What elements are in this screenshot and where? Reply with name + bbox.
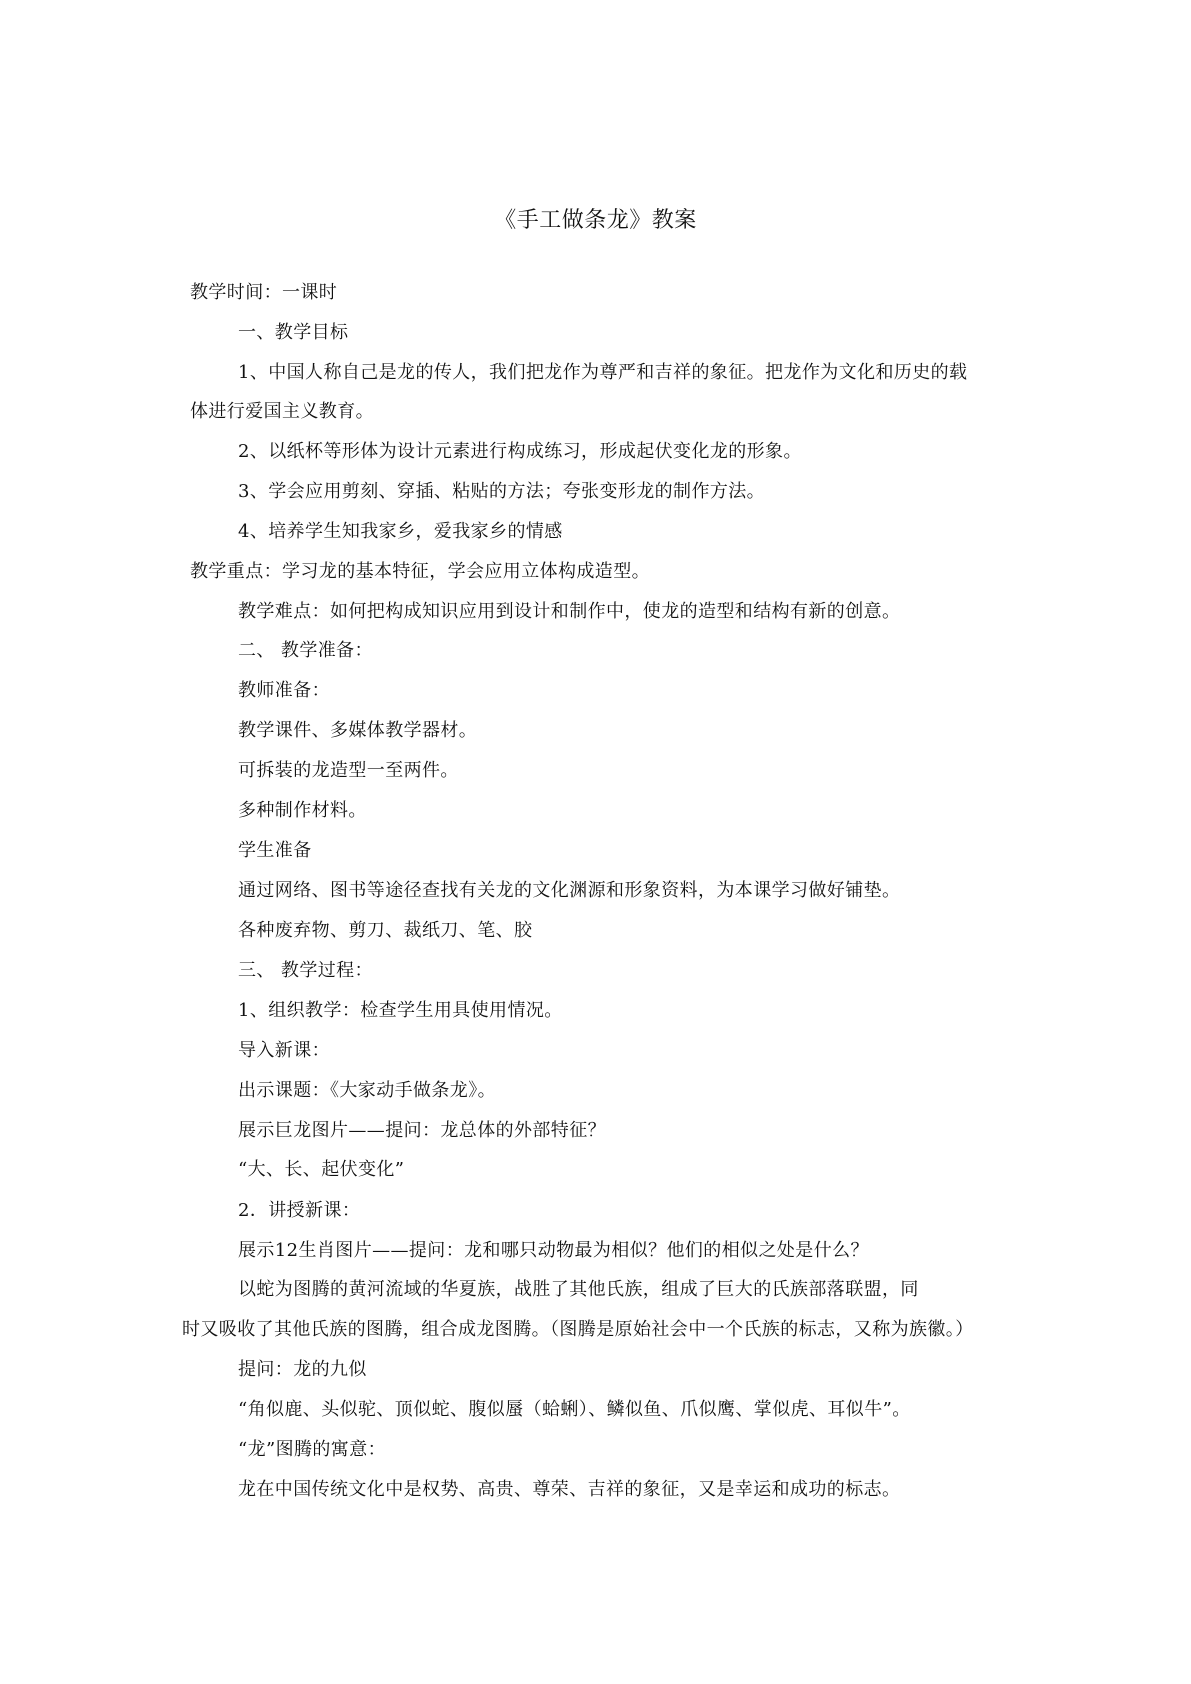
nine-resemblances-quote: “角似鹿、头似驼、顶似蛇、腹似蜃（蛤蜊）、鳞似鱼、爪似鹰、掌似虎、耳似牛”。 [238, 1399, 911, 1420]
objective-4: 4、培养学生知我家乡，爱我家乡的情感 [238, 521, 563, 542]
teacher-preparation-heading: 教师准备： [238, 680, 330, 701]
show-dragon-picture: 展示巨龙图片——提问：龙总体的外部特征？ [238, 1120, 606, 1141]
key-points-line: 教学重点：学习龙的基本特征，学会应用立体构成造型。 [190, 561, 650, 582]
totem-paragraph-line-2: 时又吸收了其他氏族的图腾，组合成龙图腾。（图腾是原始社会中一个氏族的标志，又称为族徽。） [182, 1319, 974, 1340]
document-title: 《手工做条龙》教案 [494, 208, 697, 233]
student-prep-item-1: 通过网络、图书等途径查找有关龙的文化渊源和形象资料，为本课学习做好铺垫。 [238, 880, 901, 901]
show-topic: 出示课题：《大家动手做条龙》。 [238, 1080, 496, 1101]
objective-2: 2、以纸杯等形体为设计元素进行构成练习，形成起伏变化龙的形象。 [238, 441, 802, 462]
objective-1-line-1: 1、中国人称自己是龙的传人，我们把龙作为尊严和吉祥的象征。把龙作为文化和历史的载 [238, 362, 968, 383]
objective-3: 3、学会应用剪刻、穿插、粘贴的方法；夸张变形龙的制作方法。 [238, 481, 766, 502]
process-step-2: 2．讲授新课： [238, 1200, 361, 1221]
student-prep-item-2: 各种废弃物、剪刀、裁纸刀、笔、胶 [238, 920, 533, 941]
difficult-points-line: 教学难点：如何把构成知识应用到设计和制作中，使龙的造型和结构有新的创意。 [238, 601, 901, 622]
student-preparation-heading: 学生准备 [238, 840, 312, 861]
teacher-prep-item-3: 多种制作材料。 [238, 800, 367, 821]
process-step-1: 1、组织教学：检查学生用具使用情况。 [238, 1000, 563, 1021]
totem-meaning-heading: “龙”图腾的寓意： [238, 1439, 387, 1460]
dragon-features-quote: “大、长、起伏变化” [238, 1159, 405, 1180]
zodiac-question: 展示12生肖图片——提问：龙和哪只动物最为相似？他们的相似之处是什么？ [238, 1240, 869, 1261]
intro-new-lesson: 导入新课： [238, 1040, 330, 1061]
section-heading-preparation: 二、 教学准备： [238, 640, 373, 661]
section-heading-objectives: 一、教学目标 [238, 322, 349, 343]
teaching-time-line: 教学时间：一课时 [190, 282, 338, 303]
nine-resemblances-question: 提问：龙的九似 [238, 1359, 367, 1380]
teacher-prep-item-1: 教学课件、多媒体教学器材。 [238, 720, 478, 741]
totem-paragraph-line-1: 以蛇为图腾的黄河流域的华夏族，战胜了其他氏族，组成了巨大的氏族部落联盟，同 [238, 1279, 919, 1300]
section-heading-process: 三、 教学过程： [238, 960, 373, 981]
objective-1-line-2: 体进行爱国主义教育。 [190, 401, 374, 422]
teacher-prep-item-2: 可拆装的龙造型一至两件。 [238, 760, 459, 781]
dragon-symbolism-line: 龙在中国传统文化中是权势、高贵、尊荣、吉祥的象征，又是幸运和成功的标志。 [238, 1479, 901, 1500]
